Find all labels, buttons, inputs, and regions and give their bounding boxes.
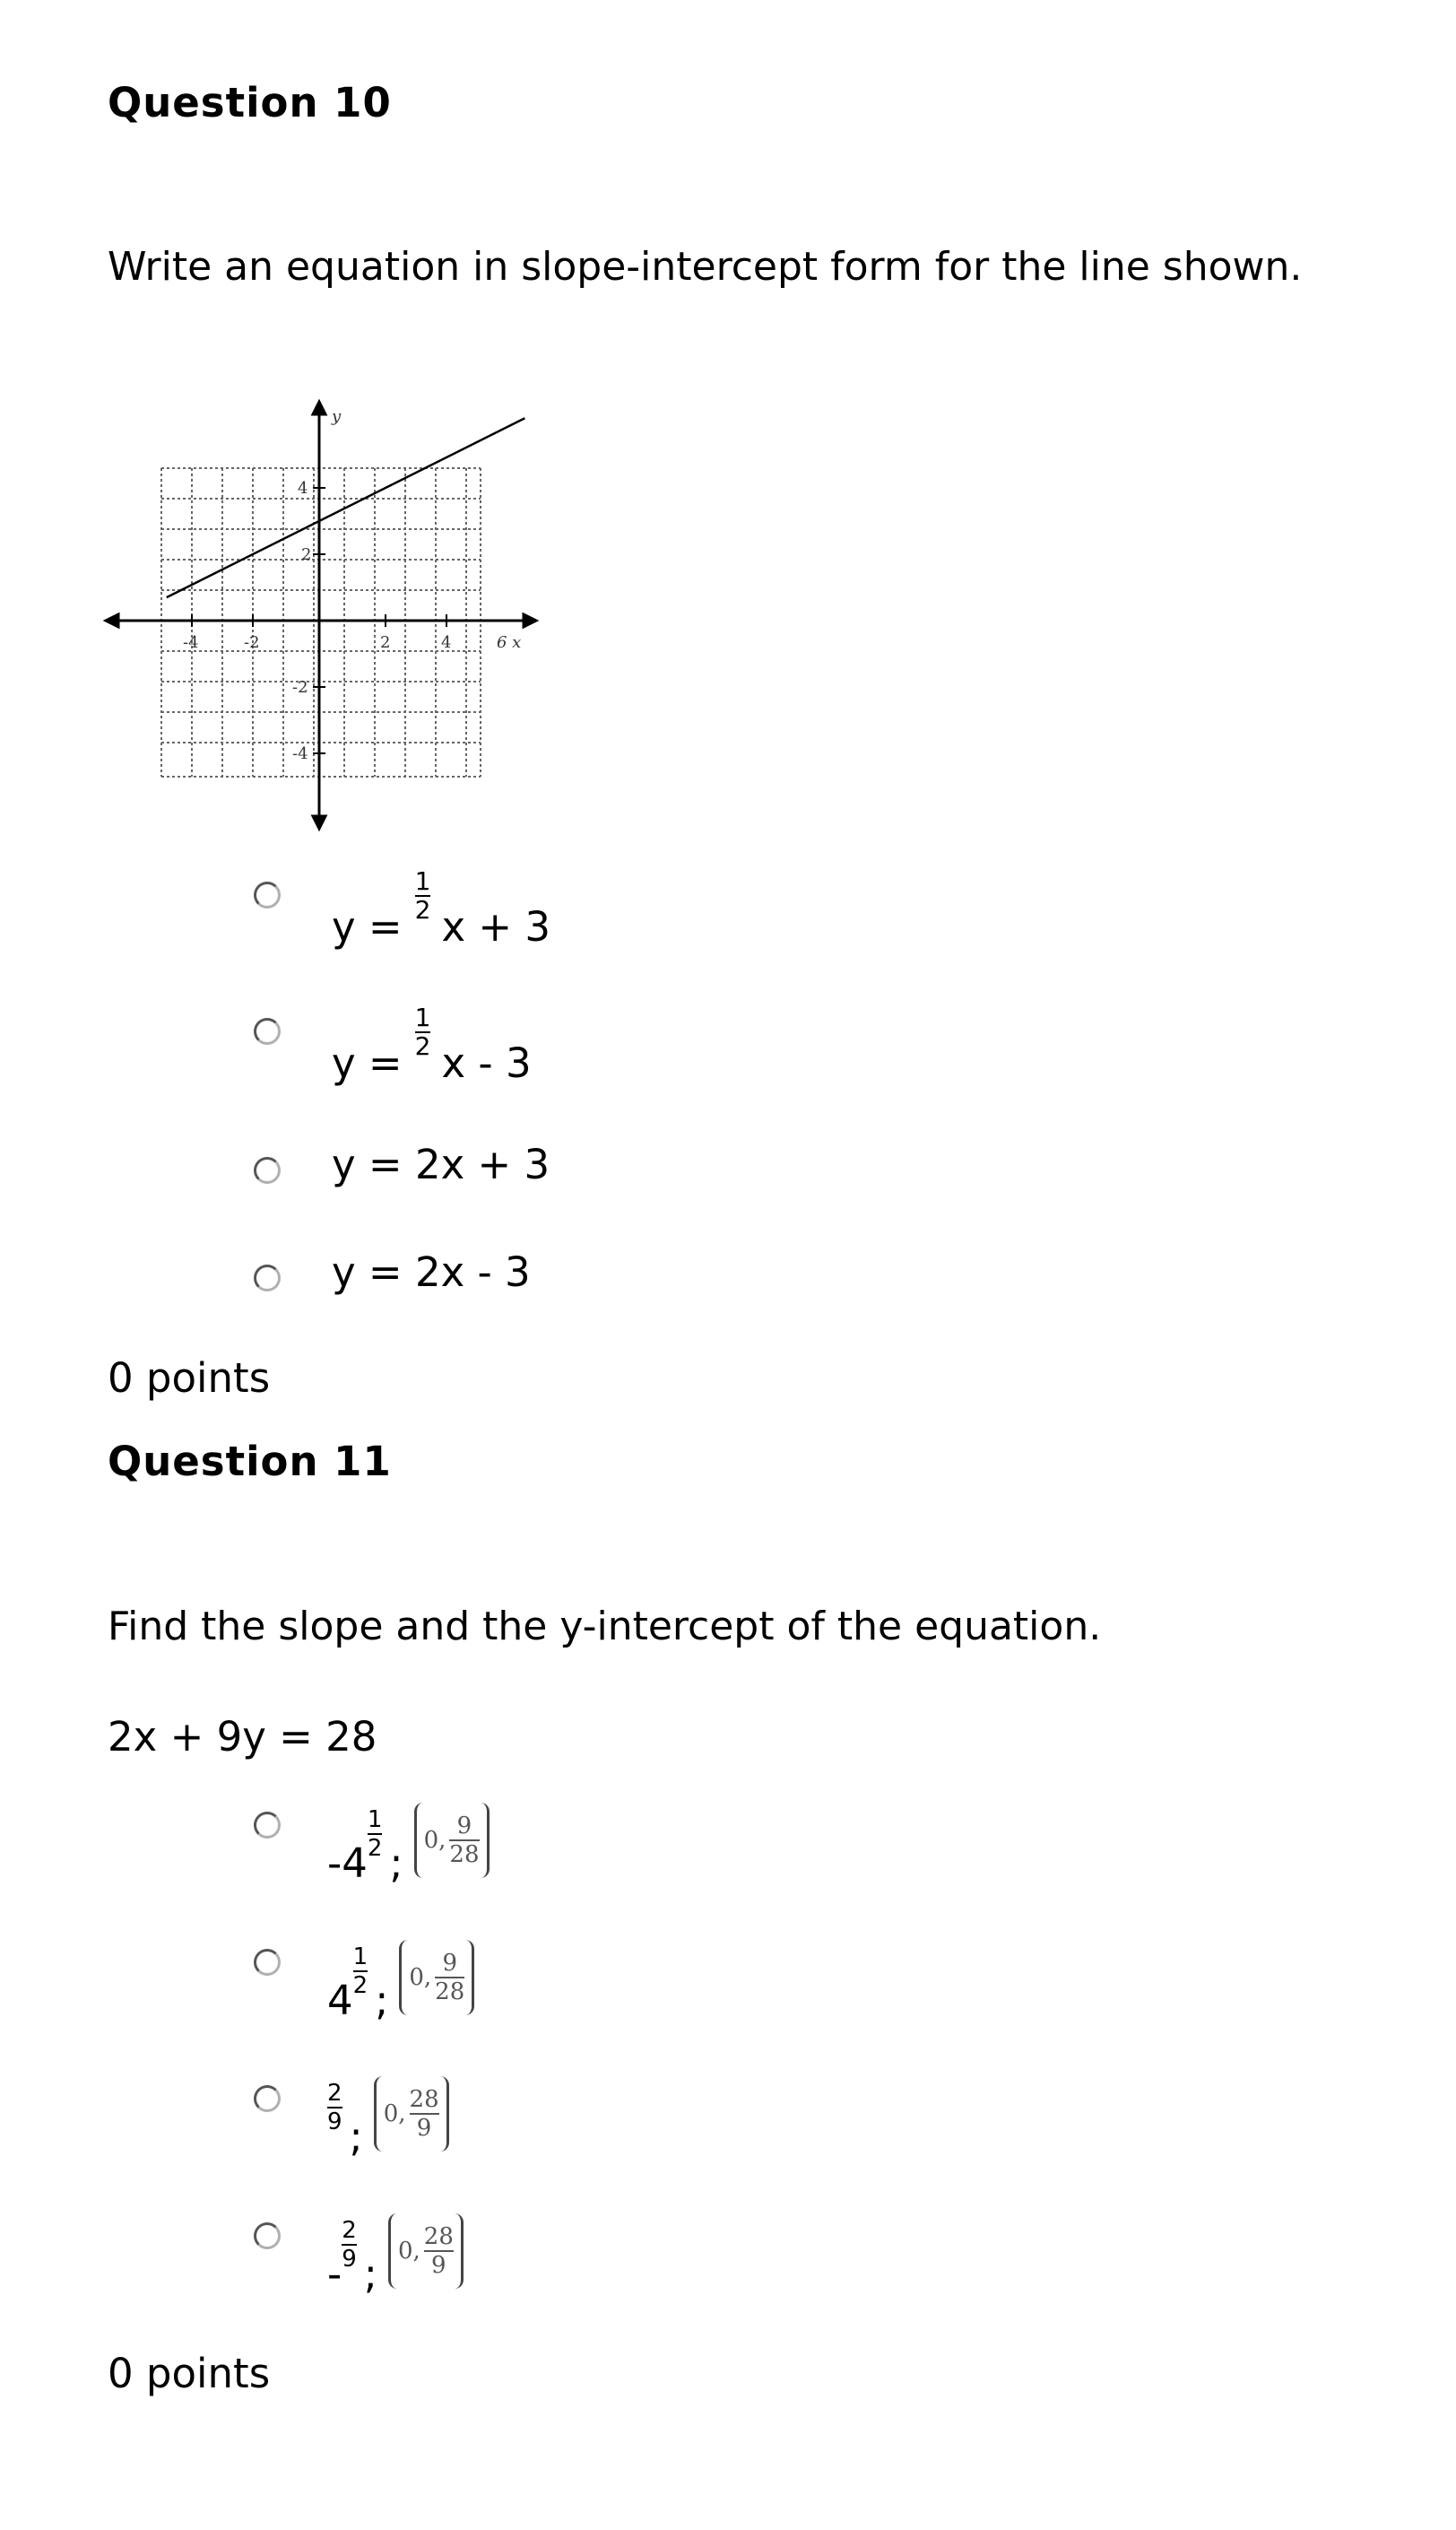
y-axis-up-arrow-icon (313, 402, 325, 414)
q10-points: 0 points (108, 1354, 271, 1402)
slope-fraction (327, 2080, 342, 2135)
separator: ; (349, 2113, 363, 2160)
point-bracket (388, 2213, 464, 2289)
fraction (415, 868, 431, 924)
point-prefix: 0, (383, 2100, 406, 2127)
y-tick-label: -4 (292, 744, 308, 763)
q10-option-1-label (332, 866, 551, 951)
fraction-denominator: 2 (414, 1031, 431, 1061)
slope-prefix: -4 (327, 1839, 368, 1887)
q11-option-2-label (327, 1940, 474, 2024)
fraction-numerator: 1 (352, 1943, 368, 1970)
fraction-numerator: 1 (367, 1806, 383, 1833)
fraction-numerator: 28 (409, 2086, 439, 2113)
slope-fraction (342, 2217, 357, 2273)
equation-lhs: y = (332, 903, 403, 951)
y-tick-label: 4 (298, 479, 308, 498)
x-tick-label: 2 (380, 633, 391, 652)
q11-option-2-radio[interactable] (254, 1949, 281, 1976)
fraction-denominator: 2 (352, 1972, 368, 1999)
coordinate-graph (99, 395, 547, 834)
question-11-prompt: Find the slope and the y-intercept of the equation. (108, 1604, 1102, 1649)
point-prefix: 0, (423, 1827, 446, 1854)
point-prefix: 0, (397, 2238, 420, 2265)
x-tick-label: -2 (244, 633, 260, 652)
point-prefix: 0, (409, 1964, 432, 1991)
fraction-numerator: 1 (414, 1003, 431, 1032)
fraction-denominator: 28 (449, 1841, 480, 1868)
q10-option-2-label (332, 1003, 532, 1087)
fraction-denominator: 28 (435, 1978, 465, 2005)
slope-fraction (368, 1806, 383, 1862)
point-bracket (374, 2076, 449, 2152)
q10-option-3-label: y = 2x + 3 (332, 1141, 550, 1188)
point-fraction (435, 1950, 464, 2005)
question-11-equation: 2x + 9y = 28 (108, 1713, 377, 1761)
question-11-title: Question 11 (108, 1438, 392, 1485)
question-10-prompt: Write an equation in slope-intercept form for the line shown. (108, 244, 1303, 290)
fraction-denominator: 2 (414, 895, 431, 925)
fraction-numerator: 1 (414, 866, 431, 896)
separator: ; (389, 1839, 403, 1887)
fraction-numerator: 28 (423, 2223, 454, 2250)
q11-option-1-radio[interactable] (254, 1812, 281, 1839)
q11-option-1-label (327, 1803, 490, 1887)
q10-option-4-radio[interactable] (254, 1265, 281, 1291)
y-axis-label: y (332, 407, 342, 426)
graph-line (167, 418, 525, 597)
point-bracket (399, 1940, 474, 2015)
point-fraction (424, 2223, 454, 2279)
equation-rhs: x + 3 (441, 903, 551, 951)
q11-option-3-label (327, 2076, 449, 2160)
q11-points: 0 points (108, 2350, 271, 2397)
point-bracket (414, 1803, 490, 1878)
separator: ; (363, 2250, 377, 2298)
y-tick-label: 2 (301, 545, 312, 564)
x-tick-label: 4 (441, 633, 452, 652)
fraction-denominator: 2 (367, 1835, 383, 1862)
x-axis-left-arrow-icon (106, 614, 118, 627)
q10-option-3-radio[interactable] (254, 1157, 281, 1184)
q10-option-4-label: y = 2x - 3 (332, 1248, 531, 1296)
slope-prefix: - (327, 2250, 342, 2298)
fraction-numerator: 2 (327, 2080, 342, 2107)
q10-option-1-radio[interactable] (254, 882, 281, 909)
fraction-denominator: 9 (342, 2246, 357, 2273)
slope-prefix: 4 (327, 1977, 353, 2024)
separator: ; (375, 1977, 389, 2024)
point-fraction (449, 1813, 479, 1868)
x-tick-label: -4 (183, 633, 199, 652)
q11-option-4-label (327, 2213, 464, 2298)
point-fraction (410, 2086, 439, 2142)
q10-option-2-radio[interactable] (254, 1018, 281, 1045)
y-tick-label: -2 (292, 678, 308, 697)
equation-rhs: x - 3 (441, 1039, 532, 1087)
question-10-title: Question 10 (108, 79, 392, 126)
slope-fraction (353, 1943, 368, 1999)
fraction-numerator: 9 (442, 1950, 457, 1977)
fraction-numerator: 9 (456, 1813, 472, 1839)
fraction-denominator: 9 (416, 2115, 432, 2142)
x-axis-right-arrow-icon (524, 614, 536, 627)
fraction (415, 1004, 431, 1060)
grid (161, 468, 481, 777)
q11-option-4-radio[interactable] (254, 2222, 281, 2249)
q11-option-3-radio[interactable] (254, 2085, 281, 2112)
y-axis-down-arrow-icon (313, 816, 325, 829)
fraction-denominator: 9 (431, 2252, 446, 2279)
equation-lhs: y = (332, 1039, 403, 1087)
fraction-numerator: 2 (342, 2217, 357, 2244)
fraction-denominator: 9 (327, 2108, 342, 2135)
x-axis-label: 6 x (497, 633, 522, 652)
